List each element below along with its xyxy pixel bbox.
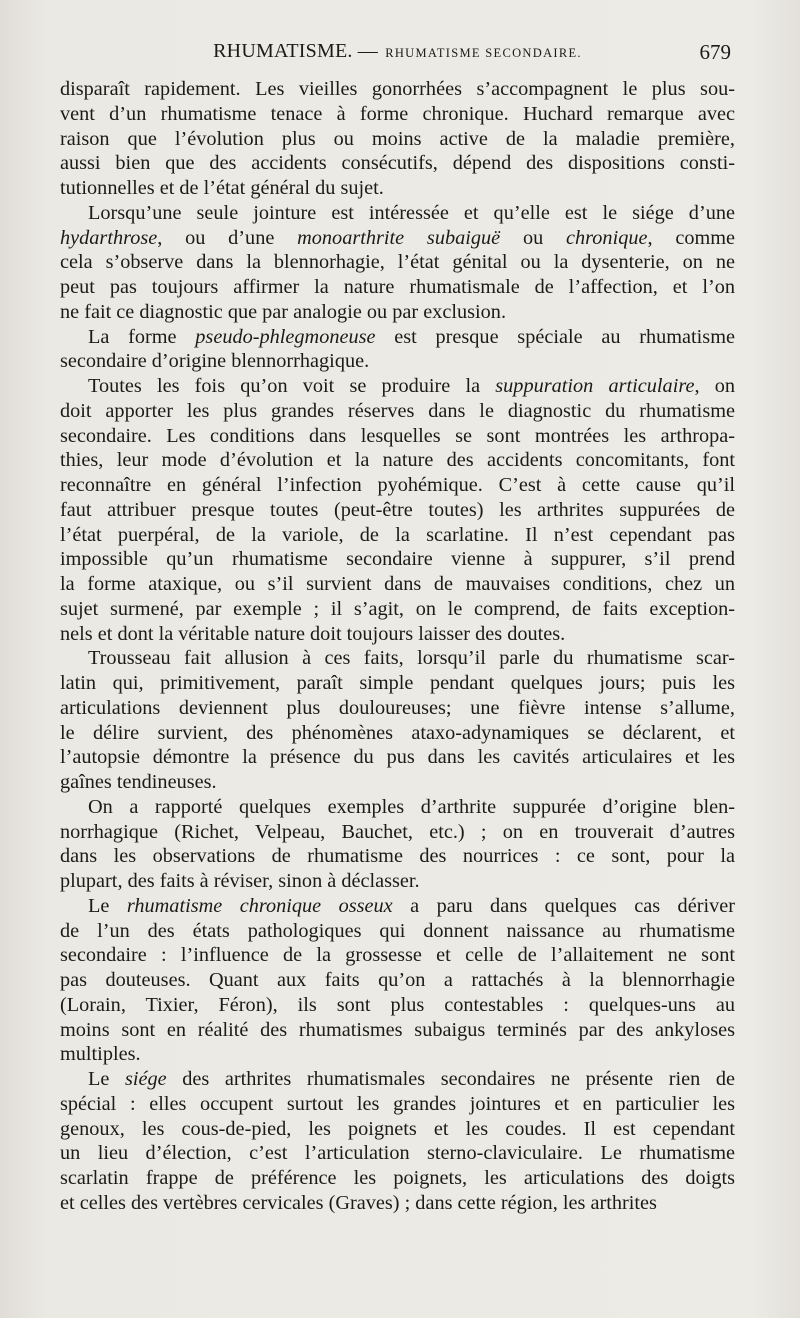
text-line xyxy=(60,102,735,127)
page-number: 679 xyxy=(699,40,731,64)
text-segment: plupart, des faits à réviser, sinon à déclasser. xyxy=(60,870,420,892)
running-title-separator: — xyxy=(357,40,378,62)
text-segment: l’état puerpéral, de la variole, de la scarlatine. Il n’est cependant pas xyxy=(60,523,735,546)
text-line xyxy=(60,300,735,325)
text-line xyxy=(60,523,735,548)
text-line xyxy=(60,424,735,449)
text-line xyxy=(60,597,735,622)
text-line xyxy=(60,176,735,201)
italic-term: hydarthrose xyxy=(60,226,158,249)
text-segment: Toutes les fois qu’on voit se produire la xyxy=(88,375,496,397)
italic-term: chronique xyxy=(566,226,648,249)
text-line xyxy=(60,968,735,993)
text-segment: le délire survient, des phénomènes ataxo-adynamiques se déclarent, et xyxy=(60,721,735,744)
paragraph xyxy=(60,374,735,646)
text-line xyxy=(60,795,735,820)
text-segment: a paru dans quelques cas dériver xyxy=(392,894,735,917)
paragraph xyxy=(60,795,735,894)
italic-term: rhumatisme chronique osseux xyxy=(126,894,393,917)
text-segment: un lieu d’élection, c’est l’articulation sterno-claviculaire. Le rhumatisme xyxy=(60,1142,735,1165)
text-segment: multiples. xyxy=(60,1043,141,1066)
text-line xyxy=(60,869,735,894)
text-line xyxy=(60,374,735,399)
text-segment: scarlatin frappe de préférence les poignets, les articulations des doigts xyxy=(60,1167,735,1189)
italic-term: pseudo-phlegmoneuse xyxy=(195,325,376,348)
text-segment: secondaire d’origine blennorrhagique. xyxy=(60,350,370,373)
text-segment: pas douteuses. Quant aux faits qu’on a rattachés à la blennorrhagie xyxy=(60,969,735,991)
text-line xyxy=(60,127,735,152)
text-segment: tutionnelles et de l’état général du sujet. xyxy=(60,177,384,199)
text-segment: et celles des vertèbres cervicales (Graves) ; dans cette région, les arthrites xyxy=(60,1191,657,1214)
text-segment: reconnaître en général l’infection pyohémique. C’est à cette cause qu’il xyxy=(60,474,735,496)
text-line xyxy=(60,894,735,919)
text-line xyxy=(60,943,735,968)
text-line xyxy=(60,1018,735,1043)
text-segment: aussi bien que des accidents consécutifs, dépend des dispositions consti- xyxy=(60,152,735,175)
text-line xyxy=(60,448,735,473)
text-line xyxy=(60,349,735,374)
text-line xyxy=(60,770,735,795)
text-segment: latin qui, primitivement, paraît simple pendant quelques jours; puis les xyxy=(60,672,735,694)
running-title-main: RHUMATISME. xyxy=(213,40,353,62)
text-segment: ou xyxy=(500,226,566,249)
text-segment: gaînes tendineuses. xyxy=(60,771,217,793)
text-segment: est presque spéciale au rhumatisme xyxy=(375,325,735,348)
text-segment: de l’un des états pathologiques qui donnent naissance au rhumatisme xyxy=(60,919,735,942)
text-segment: On a rapporté quelques exemples d’arthrite suppurée d’origine blen- xyxy=(88,795,735,818)
text-segment: secondaire : l’influence de la grossesse et celle de l’allaitement ne sont xyxy=(60,944,735,967)
text-segment: La forme xyxy=(88,325,196,348)
text-segment: dans les observations de rhumatisme des nourrices : ce sont, pour la xyxy=(60,845,735,868)
text-line xyxy=(60,275,735,300)
text-segment: des arthrites rhumatismales secondaires ne présente rien de xyxy=(166,1068,735,1090)
text-line xyxy=(60,1092,735,1117)
text-line xyxy=(60,1042,735,1067)
text-line xyxy=(60,399,735,424)
text-line xyxy=(60,622,735,647)
text-segment: impossible qu’un rhumatisme secondaire vienne à suppurer, s’il prend xyxy=(60,548,735,571)
text-segment: , comme xyxy=(647,226,736,249)
text-line xyxy=(60,721,735,746)
text-segment: , on xyxy=(694,375,736,397)
text-segment: Lorsqu’une seule jointure est intéressée et qu’elle est le siége d’une xyxy=(88,201,735,224)
text-line xyxy=(60,226,735,251)
paragraph xyxy=(60,1067,735,1216)
text-segment: doit apporter les plus grandes réserves dans le diagnostic du rhumatisme xyxy=(60,399,735,422)
running-title-sub: RHUMATISME SECONDAIRE. xyxy=(385,46,582,60)
text-line xyxy=(60,1166,735,1191)
text-line xyxy=(60,151,735,176)
paragraph xyxy=(60,325,735,375)
text-line xyxy=(60,572,735,597)
text-segment: faut attribuer presque toutes (peut-être toutes) les arthrites suppurées de xyxy=(60,498,735,521)
text-line xyxy=(60,993,735,1018)
text-line xyxy=(60,1067,735,1092)
text-segment: secondaire. Les conditions dans lesquelles se sont montrées les arthropa- xyxy=(60,424,735,447)
paragraph xyxy=(60,894,735,1067)
text-line xyxy=(60,919,735,944)
paragraph xyxy=(60,201,735,325)
text-segment: l’autopsie démontre la présence du pus dans les cavités articulaires et les xyxy=(60,746,735,769)
text-segment: moins sont en réalité des rhumatismes subaigus terminés par des ankyloses xyxy=(60,1018,735,1041)
italic-term: suppuration articulaire xyxy=(495,375,695,397)
text-segment: norrhagique (Richet, Velpeau, Bauchet, etc.) ; on en trouverait d’autres xyxy=(60,820,735,843)
text-segment: la forme ataxique, ou s’il survient dans de mauvaises conditions, chez un xyxy=(60,573,735,595)
body-text xyxy=(60,77,735,1216)
text-segment: ne fait ce diagnostic que par analogie ou par exclusion. xyxy=(60,300,507,323)
italic-term: siége xyxy=(124,1068,167,1090)
running-head xyxy=(60,40,735,70)
text-line xyxy=(60,844,735,869)
text-line xyxy=(60,745,735,770)
text-segment: disparaît rapidement. Les vieilles gonorrhées s’accompagnent le plus sou- xyxy=(60,78,735,100)
text-segment: sujet surmené, par exemple ; il s’agit, on le comprend, de faits exception- xyxy=(60,597,735,620)
text-segment: thies, leur mode d’évolution et la nature des accidents concomitants, font xyxy=(60,449,735,472)
text-line xyxy=(60,250,735,275)
italic-term: monoarthrite subaiguë xyxy=(297,226,501,249)
text-line xyxy=(60,696,735,721)
text-segment: vent d’un rhumatisme tenace à forme chronique. Huchard remarque avec xyxy=(60,102,735,125)
text-segment: peut pas toujours affirmer la nature rhumatismale de l’affection, et l’on xyxy=(60,276,735,298)
text-line xyxy=(60,1117,735,1142)
text-line xyxy=(60,473,735,498)
text-segment: articulations deviennent plus douloureuses; une fièvre intense s’allume, xyxy=(60,696,735,719)
paragraph xyxy=(60,77,735,201)
text-segment: spécial : elles occupent surtout les grandes jointures et en particulier les xyxy=(60,1092,735,1115)
text-segment: (Lorain, Tixier, Féron), ils sont plus contestables : quelques-uns au xyxy=(60,993,735,1016)
text-line xyxy=(60,820,735,845)
running-title xyxy=(60,40,735,63)
text-line xyxy=(60,1191,735,1216)
paragraph xyxy=(60,646,735,795)
text-segment: nels et dont la véritable nature doit toujours laisser des doutes. xyxy=(60,622,566,645)
text-segment: raison que l’évolution plus ou moins active de la maladie première, xyxy=(60,127,735,150)
text-line xyxy=(60,646,735,671)
text-segment: Trousseau fait allusion à ces faits, lorsqu’il parle du rhumatisme scar- xyxy=(88,647,735,670)
text-line xyxy=(60,1141,735,1166)
text-line xyxy=(60,77,735,102)
text-line xyxy=(60,201,735,226)
text-segment: , ou d’une xyxy=(157,226,298,249)
text-segment: genoux, les cous-de-pied, les poignets et les coudes. Il est cependant xyxy=(60,1117,735,1140)
text-line xyxy=(60,498,735,523)
text-line xyxy=(60,325,735,350)
text-line xyxy=(60,671,735,696)
text-segment: Le xyxy=(88,894,127,917)
text-line xyxy=(60,547,735,572)
text-segment: Le xyxy=(88,1068,125,1090)
text-segment: cela s’observe dans la blennorhagie, l’état génital ou la dysenterie, on ne xyxy=(60,251,735,274)
